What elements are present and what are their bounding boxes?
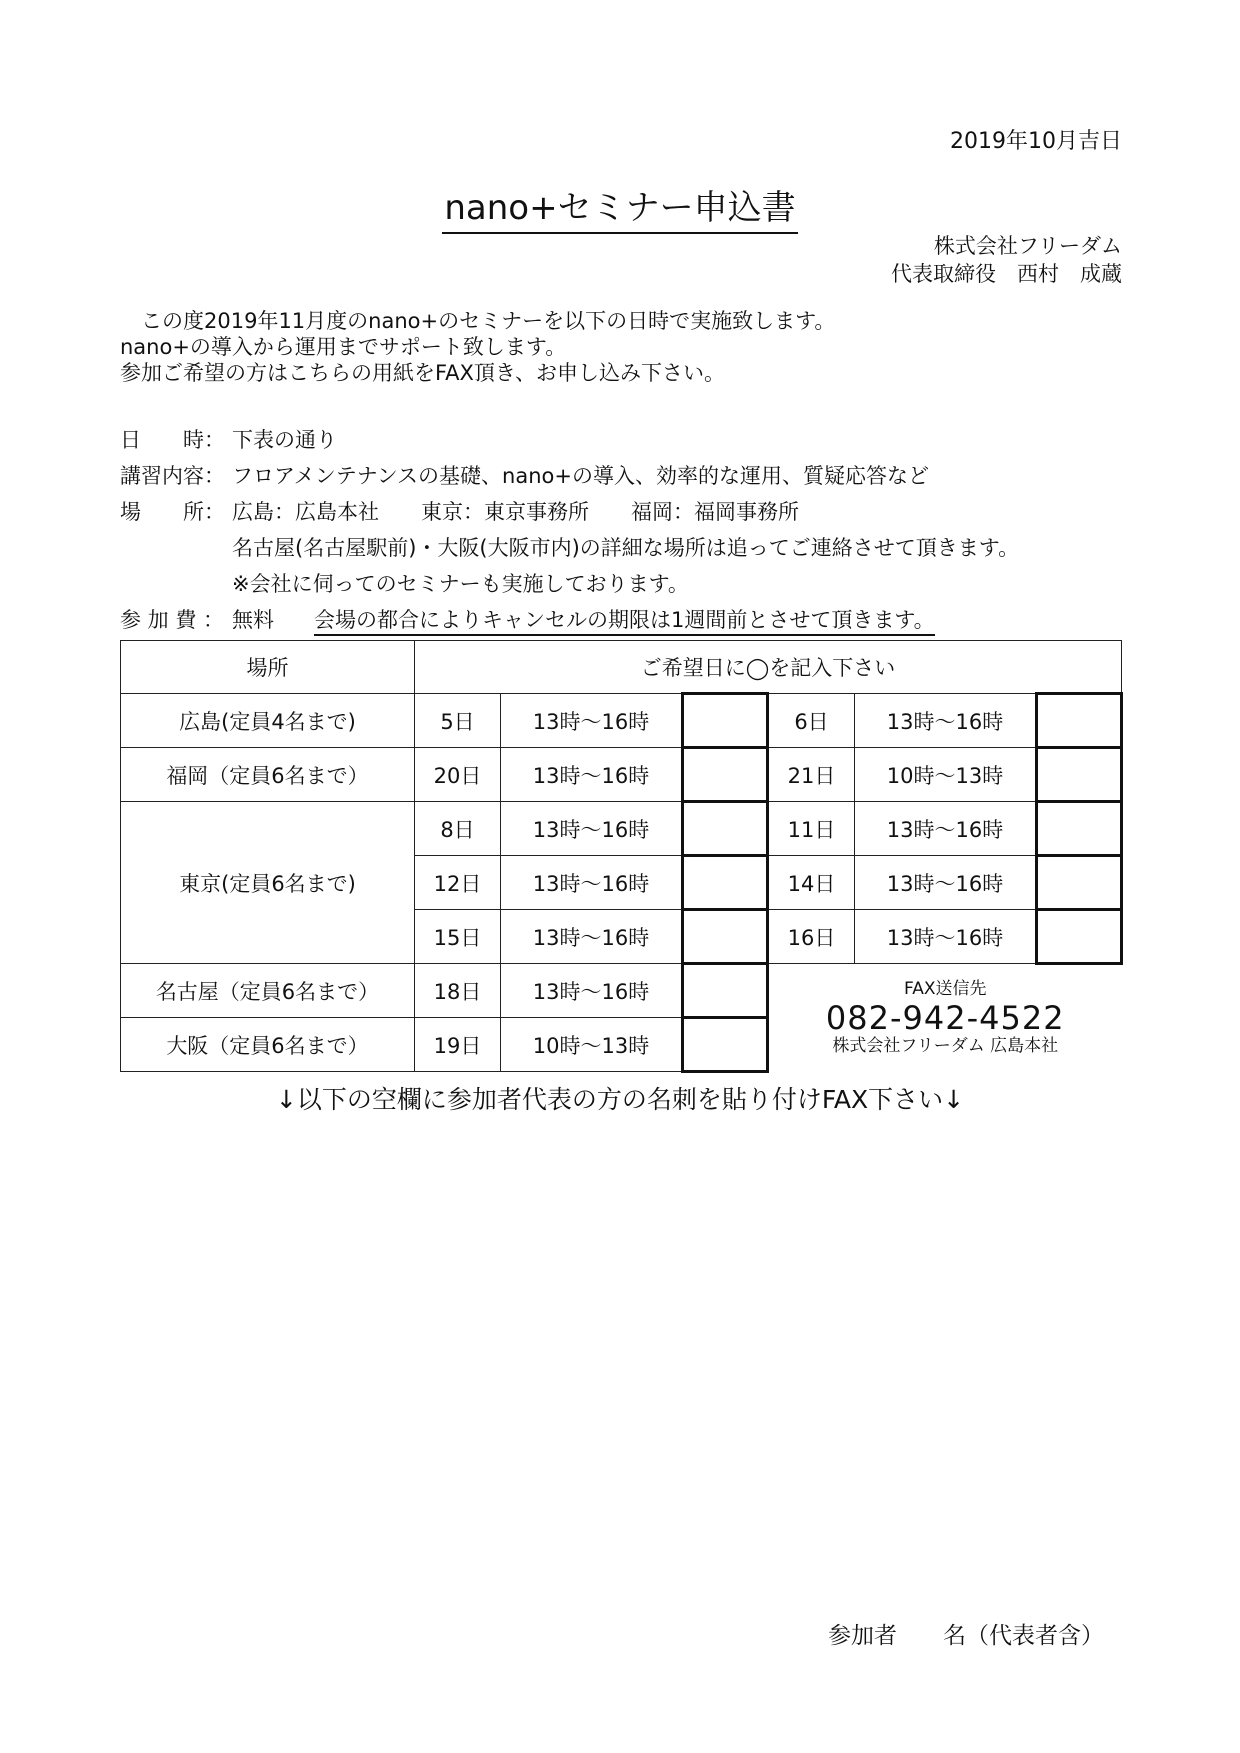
mark-box[interactable] bbox=[683, 802, 768, 856]
info-value: フロアメンテナンスの基礎、nano+の導入、効率的な運用、質疑応答など bbox=[232, 464, 929, 488]
time-cell: 10時〜13時 bbox=[855, 748, 1037, 802]
time-cell: 13時〜16時 bbox=[501, 910, 683, 964]
mark-box[interactable] bbox=[1037, 910, 1122, 964]
time-cell: 13時〜16時 bbox=[501, 694, 683, 748]
info-label: 講習内容： bbox=[120, 464, 225, 488]
time-cell: 13時〜16時 bbox=[501, 856, 683, 910]
day-cell: 8日 bbox=[415, 802, 501, 856]
intro-line: nano+の導入から運用までサポート致します。 bbox=[120, 335, 567, 359]
document-title bbox=[0, 180, 1240, 229]
table-header-row bbox=[121, 641, 1122, 694]
day-cell: 21日 bbox=[768, 748, 855, 802]
table-row bbox=[121, 748, 1122, 802]
intro-line: 参加ご希望の方はこちらの用紙をFAX頂き、お申し込み下さい。 bbox=[120, 361, 726, 385]
intro-line: この度2019年11月度のnano+のセミナーを以下の日時で実施致します。 bbox=[120, 309, 836, 333]
info-label: 参 加 費 ： bbox=[120, 608, 225, 632]
day-cell: 14日 bbox=[768, 856, 855, 910]
day-cell: 12日 bbox=[415, 856, 501, 910]
intro-paragraph bbox=[120, 308, 835, 386]
time-cell: 13時〜16時 bbox=[501, 802, 683, 856]
fax-number: 082-942-4522 bbox=[825, 998, 1065, 1037]
place-cell: 東京(定員6名まで) bbox=[121, 802, 415, 964]
mark-box[interactable] bbox=[1037, 802, 1122, 856]
fax-info bbox=[768, 964, 1122, 1072]
time-cell: 13時〜16時 bbox=[855, 856, 1037, 910]
paste-instruction: ↓以下の空欄に参加者代表の方の名刺を貼り付けFAX下さい↓ bbox=[275, 1085, 965, 1114]
day-cell: 19日 bbox=[415, 1018, 501, 1072]
participants-label: 参加者 名（代表者含） bbox=[828, 1623, 1104, 1649]
info-label: 場 所： bbox=[120, 500, 225, 524]
info-label: 日 時： bbox=[120, 428, 225, 452]
header-place: 場所 bbox=[121, 641, 415, 694]
info-place-note: ※会社に伺ってのセミナーも実施しております。 bbox=[232, 572, 689, 596]
mark-box[interactable] bbox=[1037, 856, 1122, 910]
time-cell: 13時〜16時 bbox=[501, 964, 683, 1018]
day-cell: 5日 bbox=[415, 694, 501, 748]
mark-box[interactable] bbox=[1037, 748, 1122, 802]
time-cell: 13時〜16時 bbox=[855, 802, 1037, 856]
schedule-table bbox=[120, 640, 1123, 1073]
document-date: 2019年10月吉日 bbox=[950, 129, 1122, 154]
fax-label: FAX送信先 bbox=[904, 979, 987, 1000]
info-value: 広島：広島本社 東京：東京事務所 福岡：福岡事務所 bbox=[232, 500, 799, 524]
table-row bbox=[121, 694, 1122, 748]
day-cell: 15日 bbox=[415, 910, 501, 964]
table-row bbox=[121, 964, 1122, 1018]
day-cell: 16日 bbox=[768, 910, 855, 964]
header-dates: ご希望日に◯を記入下さい bbox=[415, 641, 1122, 694]
title-text: nano+セミナー申込書 bbox=[442, 188, 797, 234]
time-cell: 13時〜16時 bbox=[855, 910, 1037, 964]
info-value: 無料 bbox=[232, 608, 274, 632]
fee-note: 会場の都合によりキャンセルの期限は1週間前とさせて頂きます。 bbox=[314, 608, 935, 636]
info-place-note: 名古屋(名古屋駅前)・大阪(大阪市内)の詳細な場所は追ってご連絡させて頂きます。 bbox=[232, 536, 1020, 560]
mark-box[interactable] bbox=[683, 964, 768, 1018]
place-cell: 大阪（定員6名まで） bbox=[121, 1018, 415, 1072]
mark-box[interactable] bbox=[683, 694, 768, 748]
fax-company: 株式会社フリーダム 広島本社 bbox=[832, 1035, 1059, 1056]
mark-box[interactable] bbox=[1037, 694, 1122, 748]
place-cell: 広島(定員4名まで) bbox=[121, 694, 415, 748]
day-cell: 20日 bbox=[415, 748, 501, 802]
place-cell: 福岡（定員6名まで） bbox=[121, 748, 415, 802]
info-fee bbox=[120, 604, 935, 634]
time-cell: 13時〜16時 bbox=[501, 748, 683, 802]
day-cell: 18日 bbox=[415, 964, 501, 1018]
info-place bbox=[120, 496, 799, 526]
table-row bbox=[121, 802, 1122, 856]
place-cell: 名古屋（定員6名まで） bbox=[121, 964, 415, 1018]
company-representative: 代表取締役 西村 成蔵 bbox=[891, 262, 1122, 286]
day-cell: 11日 bbox=[768, 802, 855, 856]
mark-box[interactable] bbox=[683, 856, 768, 910]
mark-box[interactable] bbox=[683, 1018, 768, 1072]
company-name: 株式会社フリーダム bbox=[933, 234, 1122, 258]
time-cell: 13時〜16時 bbox=[855, 694, 1037, 748]
info-value: 下表の通り bbox=[232, 428, 337, 452]
info-datetime bbox=[120, 424, 337, 454]
company-block bbox=[891, 232, 1122, 288]
info-content bbox=[120, 460, 929, 490]
day-cell: 6日 bbox=[768, 694, 855, 748]
mark-box[interactable] bbox=[683, 748, 768, 802]
mark-box[interactable] bbox=[683, 910, 768, 964]
time-cell: 10時〜13時 bbox=[501, 1018, 683, 1072]
